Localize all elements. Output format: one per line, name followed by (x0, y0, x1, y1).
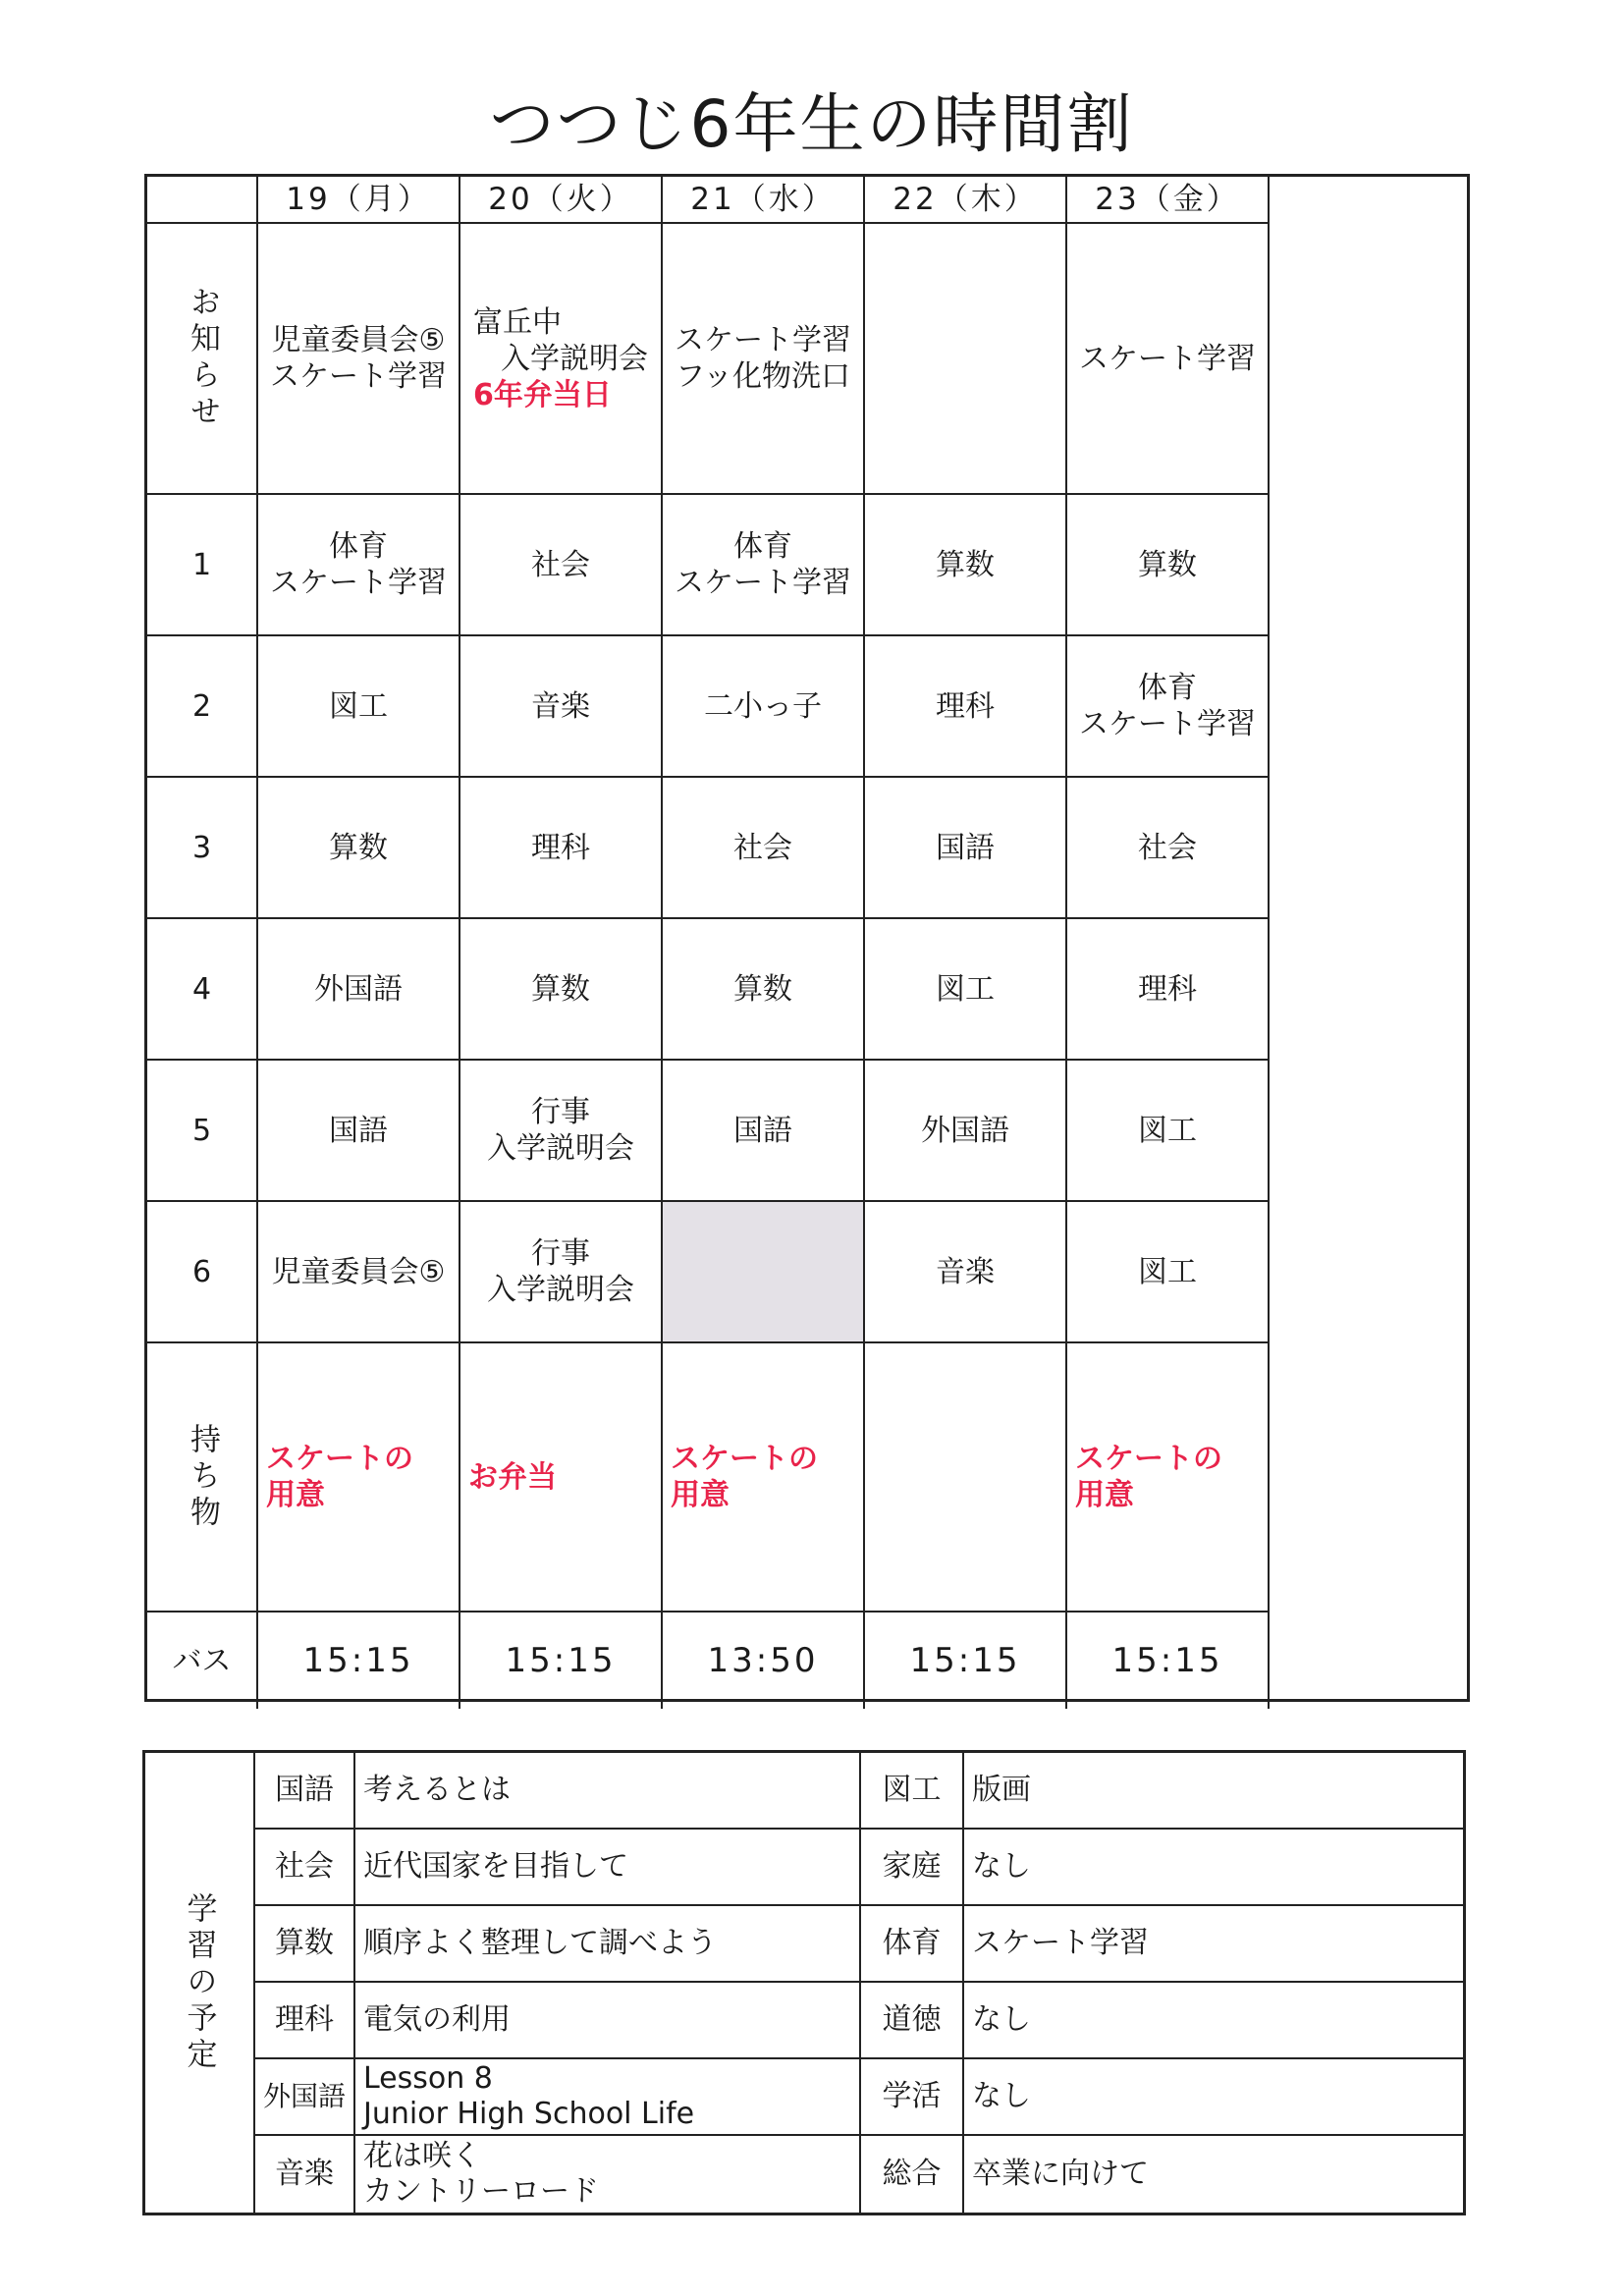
notice-tue (460, 224, 663, 495)
plan-subject-left: 国語 (255, 1753, 355, 1830)
plan-topic-right: なし (964, 1830, 1463, 1906)
belongings-wed: スケートの 用意 (663, 1343, 865, 1613)
period-1-fri: 算数 (1067, 495, 1270, 636)
period-1-tue: 社会 (460, 495, 663, 636)
plan-subject-right: 道徳 (861, 1983, 964, 2059)
period-5-wed: 国語 (663, 1061, 865, 1202)
period-3-fri: 社会 (1067, 778, 1270, 919)
period-2-fri: 体育 スケート学習 (1067, 636, 1270, 778)
plan-topic-left: 順序よく整理して調べよう (355, 1906, 861, 1983)
period-5-mon: 国語 (258, 1061, 460, 1202)
plan-topic-left: 花は咲く カントリーロード (355, 2136, 861, 2213)
day-header-wed: 21（水） (663, 177, 865, 224)
belongings-label (147, 1343, 258, 1613)
notice-fri: スケート学習 (1067, 224, 1270, 495)
timetable (144, 174, 1470, 1702)
period-3-thu: 国語 (865, 778, 1067, 919)
period-1-mon: 体育 スケート学習 (258, 495, 460, 636)
notice-wed: スケート学習 フッ化物洗口 (663, 224, 865, 495)
period-label-4: 4 (147, 919, 258, 1061)
plan-subject-right: 図工 (861, 1753, 964, 1830)
period-4-mon: 外国語 (258, 919, 460, 1061)
period-label-6: 6 (147, 1202, 258, 1343)
plan-topic-right: 版画 (964, 1753, 1463, 1830)
plan-subject-right: 体育 (861, 1906, 964, 1983)
period-1-wed: 体育 スケート学習 (663, 495, 865, 636)
period-label-2: 2 (147, 636, 258, 778)
period-2-thu: 理科 (865, 636, 1067, 778)
corner-cell (147, 177, 258, 224)
plan-topic-right: 卒業に向けて (972, 2157, 1149, 2191)
plan-subject-right: 家庭 (861, 1830, 964, 1906)
notice-tue-line1: 富丘中 (473, 304, 562, 340)
study-plan-table (142, 1750, 1466, 2215)
period-6-thu: 音楽 (865, 1202, 1067, 1343)
period-2-mon: 図工 (258, 636, 460, 778)
plan-topic-right: スケート学習 (964, 1906, 1463, 1983)
period-2-wed: 二小っ子 (663, 636, 865, 778)
period-3-mon: 算数 (258, 778, 460, 919)
notices-label (147, 224, 258, 495)
period-label-5: 5 (147, 1061, 258, 1202)
day-header-mon: 19（月） (258, 177, 460, 224)
page-title: つつじ6年生の時間割 (489, 86, 1134, 162)
plan-subject-left: 音楽 (255, 2136, 355, 2213)
period-5-thu: 外国語 (865, 1061, 1067, 1202)
study-plan-label (145, 1753, 255, 2213)
plan-topic-left: 考えるとは (355, 1753, 861, 1830)
period-6-mon: 児童委員会⑤ (258, 1202, 460, 1343)
belongings-mon: スケートの 用意 (258, 1343, 460, 1613)
period-6-wed (663, 1202, 865, 1343)
bus-label: バス (147, 1613, 258, 1709)
plan-subject-left: 社会 (255, 1830, 355, 1906)
plan-topic-left: 近代国家を目指して (355, 1830, 861, 1906)
period-4-thu: 図工 (865, 919, 1067, 1061)
period-4-tue: 算数 (460, 919, 663, 1061)
period-label-3: 3 (147, 778, 258, 919)
period-1-thu: 算数 (865, 495, 1067, 636)
period-6-fri: 図工 (1067, 1202, 1270, 1343)
plan-topic-right: なし (964, 1983, 1463, 2059)
day-header-thu: 22（木） (865, 177, 1067, 224)
notice-tue-bento: 6年弁当日 (473, 377, 612, 412)
belongings-tue: お弁当 (460, 1343, 663, 1613)
plan-subject-left: 理科 (255, 1983, 355, 2059)
bus-time-tue: 15:15 (460, 1613, 663, 1709)
plan-topic-left: Lesson 8 Junior High School Life (355, 2059, 861, 2136)
notice-mon: 児童委員会⑤ スケート学習 (258, 224, 460, 495)
study-plan-label-text: 学習の予定 (181, 1891, 217, 2074)
plan-subject-left: 外国語 (255, 2059, 355, 2136)
bus-time-fri: 15:15 (1067, 1613, 1270, 1709)
plan-subject-right: 総合 (861, 2136, 964, 2213)
bus-time-mon: 15:15 (258, 1613, 460, 1709)
belongings-thu (865, 1343, 1067, 1613)
notice-tue-line2: 入学説明会 (501, 341, 648, 376)
period-5-fri: 図工 (1067, 1061, 1270, 1202)
period-6-tue: 行事 入学説明会 (460, 1202, 663, 1343)
notices-label-text: お知らせ (185, 286, 220, 431)
period-3-wed: 社会 (663, 778, 865, 919)
belongings-fri: スケートの 用意 (1067, 1343, 1270, 1613)
period-4-fri: 理科 (1067, 919, 1270, 1061)
notice-tue-block (473, 304, 648, 413)
bus-time-thu: 15:15 (865, 1613, 1067, 1709)
plan-subject-right: 学活 (861, 2059, 964, 2136)
bus-time-wed: 13:50 (663, 1613, 865, 1709)
period-4-wed: 算数 (663, 919, 865, 1061)
day-header-tue: 20（火） (460, 177, 663, 224)
plan-topic-left: 電気の利用 (355, 1983, 861, 2059)
notice-thu (865, 224, 1067, 495)
plan-topic-right: なし (964, 2059, 1463, 2136)
belongings-label-text: 持ち物 (185, 1422, 220, 1532)
period-5-tue: 行事 入学説明会 (460, 1061, 663, 1202)
period-3-tue: 理科 (460, 778, 663, 919)
day-header-fri: 23（金） (1067, 177, 1270, 224)
period-2-tue: 音楽 (460, 636, 663, 778)
plan-subject-left: 算数 (255, 1906, 355, 1983)
period-label-1: 1 (147, 495, 258, 636)
